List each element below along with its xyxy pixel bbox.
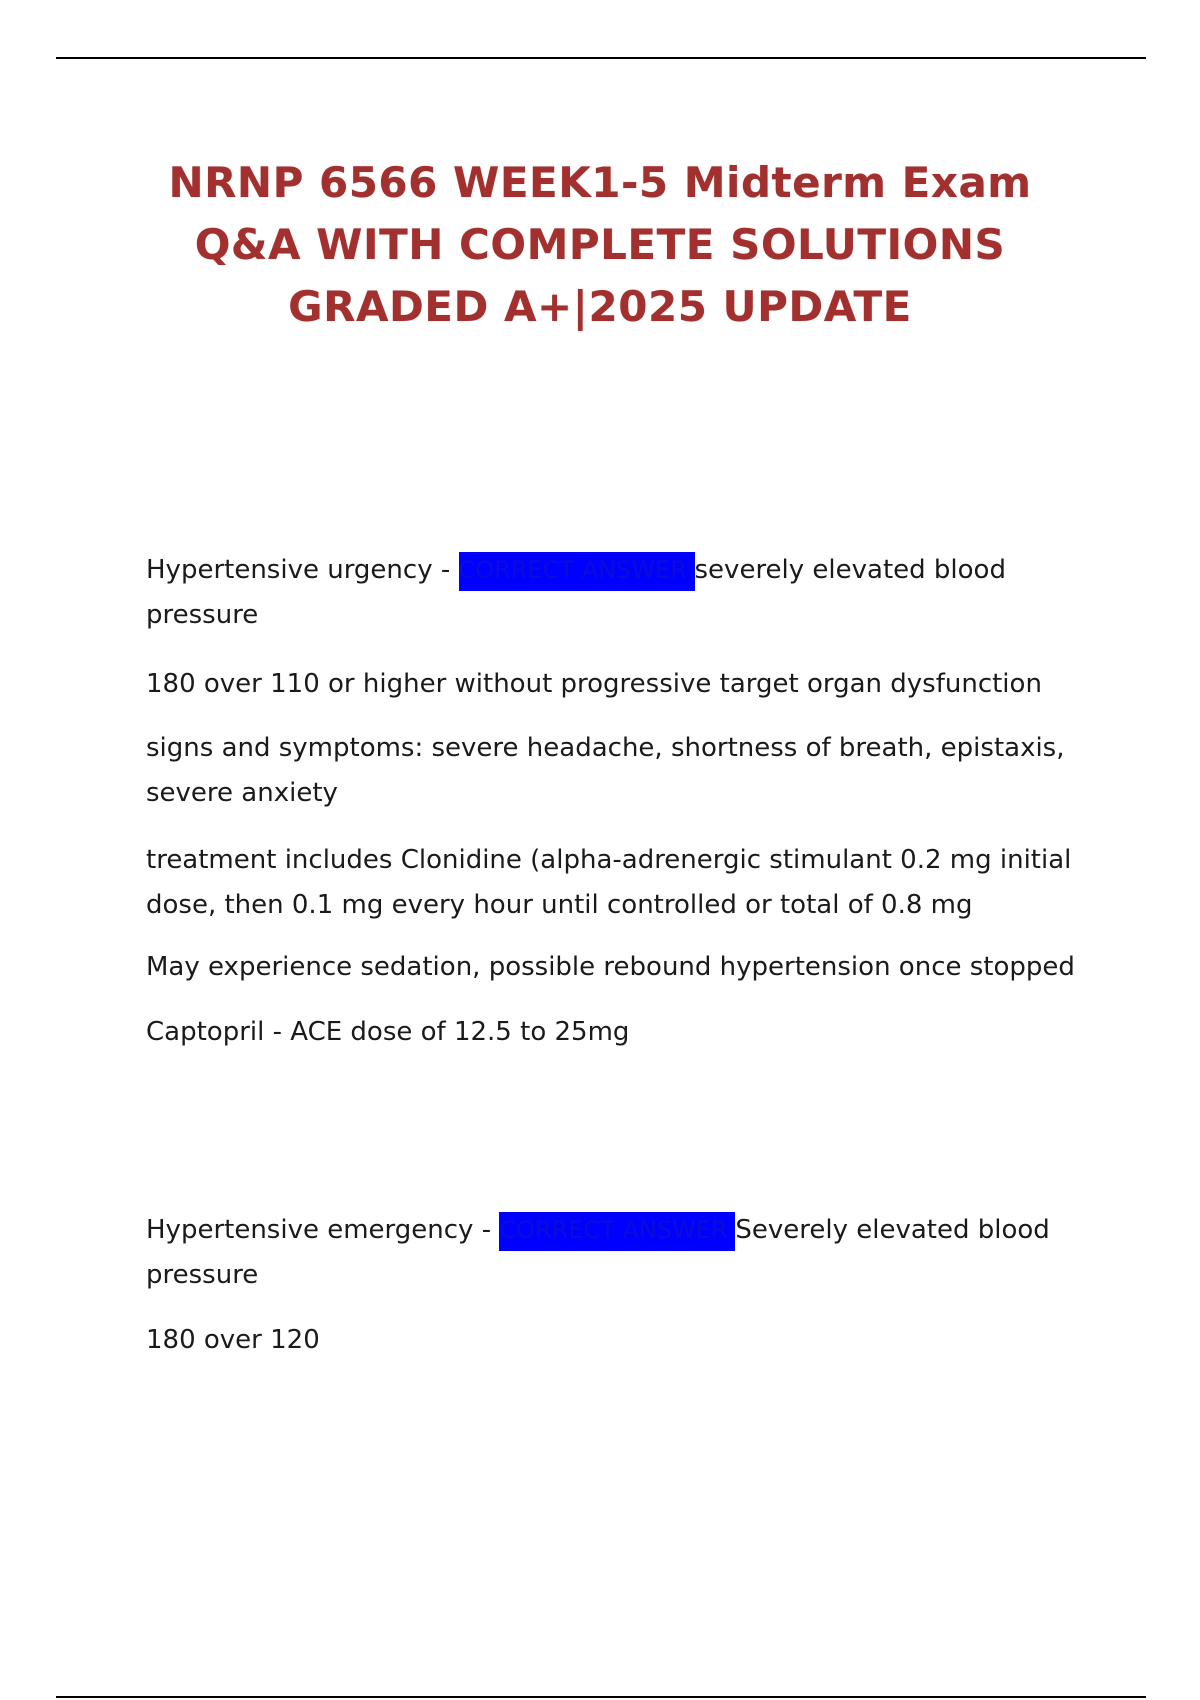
title-line-3: GRADED A+|2025 UPDATE	[288, 282, 912, 331]
title-line-2: Q&A WITH COMPLETE SOLUTIONS	[194, 220, 1006, 269]
correct-answer-highlight: CORRECT ANSWER	[499, 1212, 735, 1251]
qa-section-emergency	[146, 1208, 1096, 1298]
answer-detail: treatment includes Clonidine (alpha-adrenergic stimulant 0.2 mg initial dose, then 0.1 mg every hour until controlled or total of 0.8 mg	[146, 845, 1072, 920]
answer-line	[146, 726, 1096, 816]
answer-detail: Captopril - ACE dose of 12.5 to 25mg	[146, 1017, 630, 1047]
qa-section-urgency	[146, 548, 1096, 638]
answer-line	[146, 838, 1096, 928]
question-line	[146, 548, 1096, 638]
document-title	[120, 152, 1080, 338]
header-rule	[56, 57, 1146, 59]
answer-detail: May experience sedation, possible rebound hypertension once stopped	[146, 952, 1075, 982]
answer-line	[146, 662, 1096, 707]
answer-text: severely elevated blood pressure	[146, 555, 1006, 630]
answer-line	[146, 1318, 1096, 1363]
answer-text: Severely elevated blood pressure	[146, 1215, 1050, 1290]
footer-rule	[56, 1696, 1146, 1698]
question-text: Hypertensive urgency -	[146, 555, 459, 585]
correct-answer-highlight: CORRECT ANSWER	[459, 552, 695, 591]
answer-detail: 180 over 120	[146, 1325, 320, 1355]
answer-detail: signs and symptoms: severe headache, shortness of breath, epistaxis, severe anxiety	[146, 733, 1065, 808]
title-line-1: NRNP 6566 WEEK1-5 Midterm Exam	[168, 158, 1032, 207]
answer-detail: 180 over 110 or higher without progressive target organ dysfunction	[146, 669, 1042, 699]
answer-line	[146, 945, 1096, 990]
answer-line	[146, 1010, 1096, 1055]
question-text: Hypertensive emergency -	[146, 1215, 500, 1245]
question-line	[146, 1208, 1096, 1298]
